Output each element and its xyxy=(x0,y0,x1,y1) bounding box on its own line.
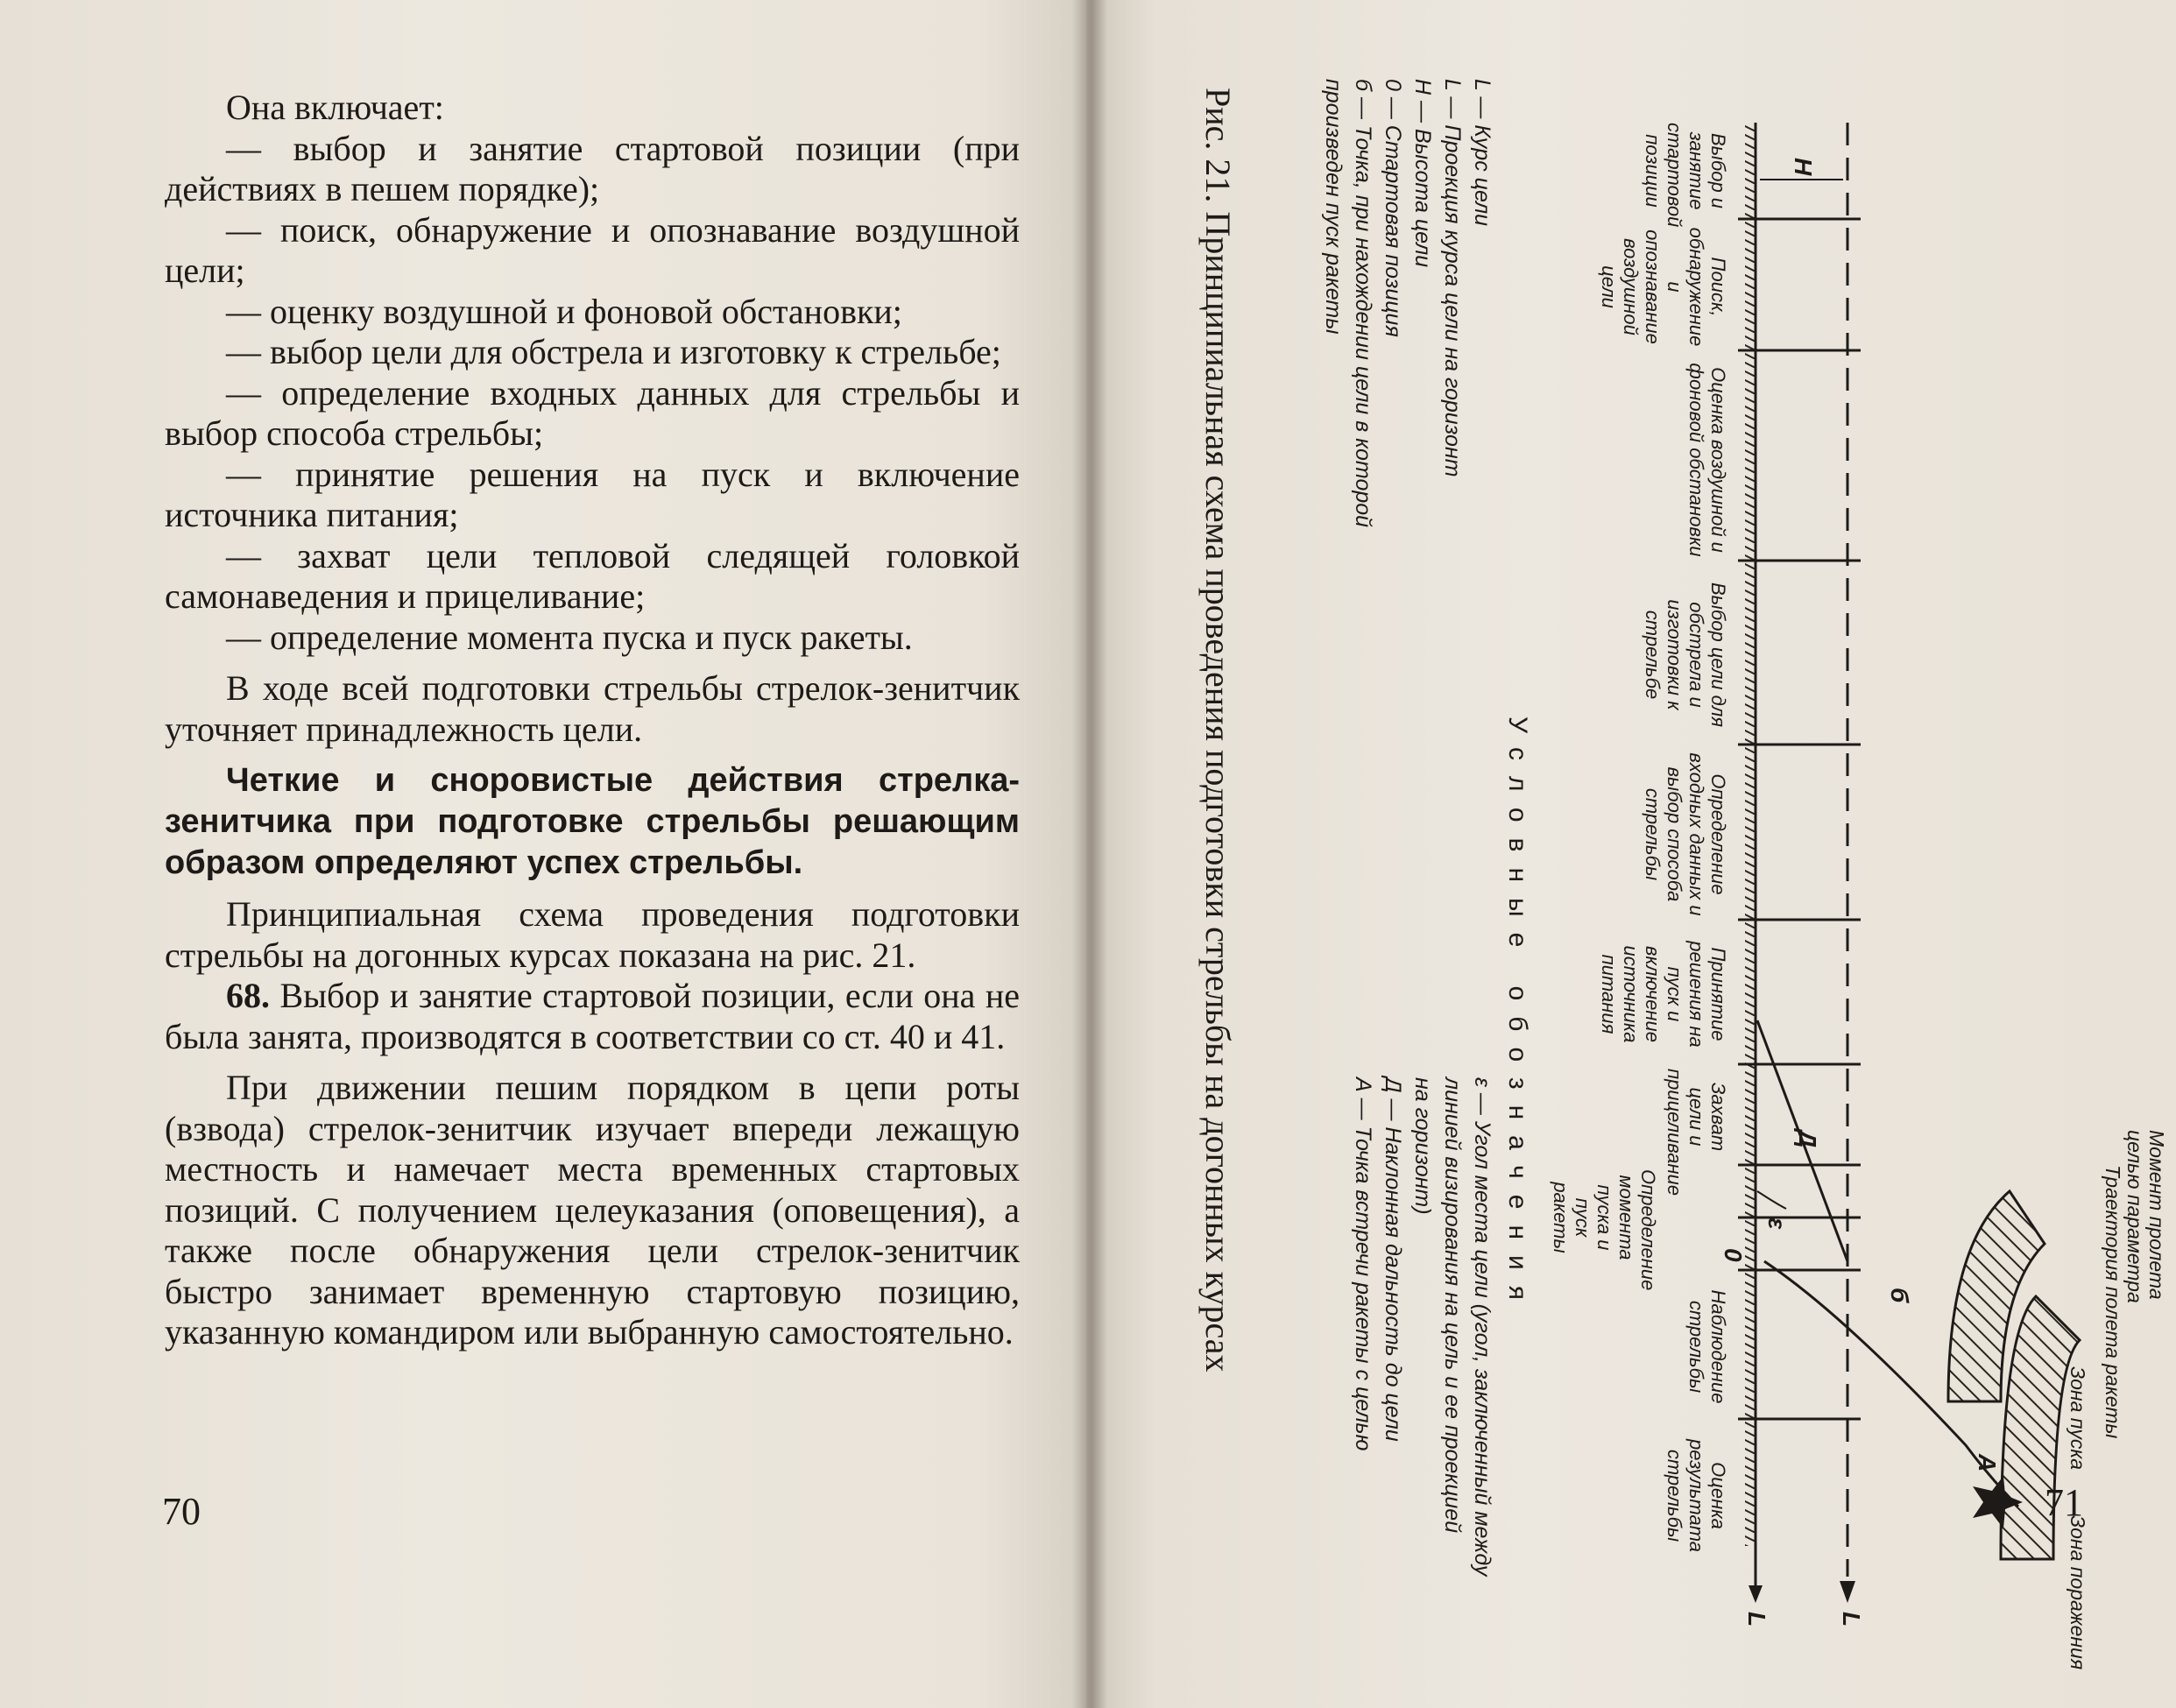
legend-item: линией визирования на цель и ее проекцией xyxy=(1440,1077,1465,1534)
stage-label: Поиск, обнаружение и опознавание воздушной цели xyxy=(1598,227,1729,347)
figure-caption: Рис. 21. Принципиальная схема проведения подготовки стрельбы на догонных курсах xyxy=(1198,88,1238,1373)
legend-right xyxy=(1348,1077,1497,1577)
legend-item: б — Точка, при нахождении цели в которой xyxy=(1351,79,1375,528)
paragraph: В ходе всей подготовки стрельбы стрелок-зенитчик уточняет принадлежность цели. xyxy=(165,668,1020,749)
left-page-text xyxy=(165,88,1020,1353)
axis-L: L xyxy=(1838,1612,1865,1627)
horizon-arrow xyxy=(1749,1585,1763,1603)
list-item: — поиск, обнаружение и опознавание воздушной цели; xyxy=(165,209,1020,290)
letter-A: А xyxy=(1974,1454,2001,1472)
stage-label: Оценка результата стрельбы xyxy=(1664,1438,1729,1553)
paragraph: При движении пешим порядком в цепи роты (взвода) стрелок-зенитчик изучает впереди лежащую местность и намечает места временных стартовых позиций. С получением целеуказания (оповещения), а также после обнаружения цели стрелок-зенитчик быстро занимает временную стартовую позицию, указанную командиром или выбранную самостоятельно. xyxy=(165,1068,1020,1352)
legend-item: произведен пуск ракеты xyxy=(1321,79,1346,335)
list-item: — выбор и занятие стартовой позиции (при действиях в пешем порядке); xyxy=(165,128,1020,208)
label-kill-zone: Зона поражения xyxy=(2066,1515,2089,1670)
paragraph-68 xyxy=(165,976,1020,1057)
legend-item: Н — Высота цели xyxy=(1410,79,1435,268)
figure-21 xyxy=(1090,0,2176,1708)
letter-O: 0 xyxy=(1720,1248,1747,1262)
stage-label: Выбор и занятие стартовой позиции xyxy=(1642,123,1729,228)
stage-label: Выбор цели для обстрела и изготовки к стрельбе xyxy=(1642,582,1729,727)
stage-label: Наблюдение стрельбы xyxy=(1685,1289,1729,1404)
page-number-left: 70 xyxy=(162,1490,201,1533)
legend-item: L — Курс цели xyxy=(1470,79,1494,227)
letter-epsilon: ε xyxy=(1763,1217,1791,1230)
page-number-right: 71 xyxy=(2045,1481,2083,1524)
paragraph: Она включает: xyxy=(226,88,444,127)
letter-D: Д xyxy=(1794,1130,1821,1148)
list-item: — захват цели тепловой следящей головкой самонаведения и прицеливание; xyxy=(165,535,1020,616)
list-item: — определение момента пуска и пуск ракеты. xyxy=(226,617,913,657)
left-page xyxy=(0,0,1086,1708)
conventions-title: Условные обозначения xyxy=(1503,716,1532,1316)
right-page xyxy=(1090,0,2176,1708)
legend-item: 0 — Стартовая позиция xyxy=(1381,79,1405,337)
elevation-arc xyxy=(1757,1191,1786,1209)
stage-label: Определение момента пуска и пуск ракеты xyxy=(1550,1169,1659,1291)
legend-item: А — Точка встречи ракеты с целью xyxy=(1351,1077,1375,1451)
legend-item: на горизонт) xyxy=(1410,1077,1435,1215)
legend-item: Д — Наклонная дальность до цели xyxy=(1381,1077,1405,1442)
paragraph-number: 68. xyxy=(226,976,270,1015)
letter-b: б xyxy=(1886,1288,1913,1303)
list-item: — определение входных данных для стрельбы и выбор способа стрельбы; xyxy=(165,372,1020,453)
list-item: — выбор цели для обстрела и изготовку к стрельбе; xyxy=(226,332,1001,371)
stage-label: Определение входных данных и выбор способа стрельбы xyxy=(1642,752,1729,916)
paragraph-68-text: Выбор и занятие стартовой позиции, если она не была занята, производятся в соответствии со ст. 40 и 41. xyxy=(165,976,1020,1056)
label-trajectory: Траектория полета ракеты xyxy=(2102,1165,2124,1439)
axis-L-projection: L xyxy=(1743,1612,1770,1627)
list-item: — оценку воздушной и фоновой обстановки; xyxy=(226,291,902,331)
legend-left xyxy=(1318,79,1497,622)
ground-hatch xyxy=(1745,123,1756,1546)
axis-H: H xyxy=(1790,158,1817,176)
stage-label: Захват цели и прицеливание xyxy=(1664,1069,1729,1196)
list-item: — принятие решения на пуск и включение источника питания; xyxy=(165,454,1020,534)
stage-label: Оценка воздушной и фоновой обстановки xyxy=(1685,363,1729,557)
label-launch-zone: Зона пуска xyxy=(2066,1366,2089,1471)
course-arrow xyxy=(1840,1581,1855,1603)
paragraph: Принципиальная схема проведения подготовки стрельбы на догонных курсах показана на рис. 21. xyxy=(165,894,1020,975)
bold-paragraph: Четкие и сноровистые действия стрелка-зенитчика при подготовке стрельбы решающим образом определяют успех стрельбы. xyxy=(165,762,1020,881)
legend-item: L — Проекция курса цели на горизонт xyxy=(1440,79,1465,477)
legend-item: ε — Угол места цели (угол, заключенный между xyxy=(1470,1077,1494,1577)
stage-label: Принятие решения на пуск и включение источника питания xyxy=(1598,941,1729,1048)
label-moment: Момент пролета целью параметра xyxy=(2123,1130,2168,1303)
book-gutter xyxy=(1072,0,1107,1708)
